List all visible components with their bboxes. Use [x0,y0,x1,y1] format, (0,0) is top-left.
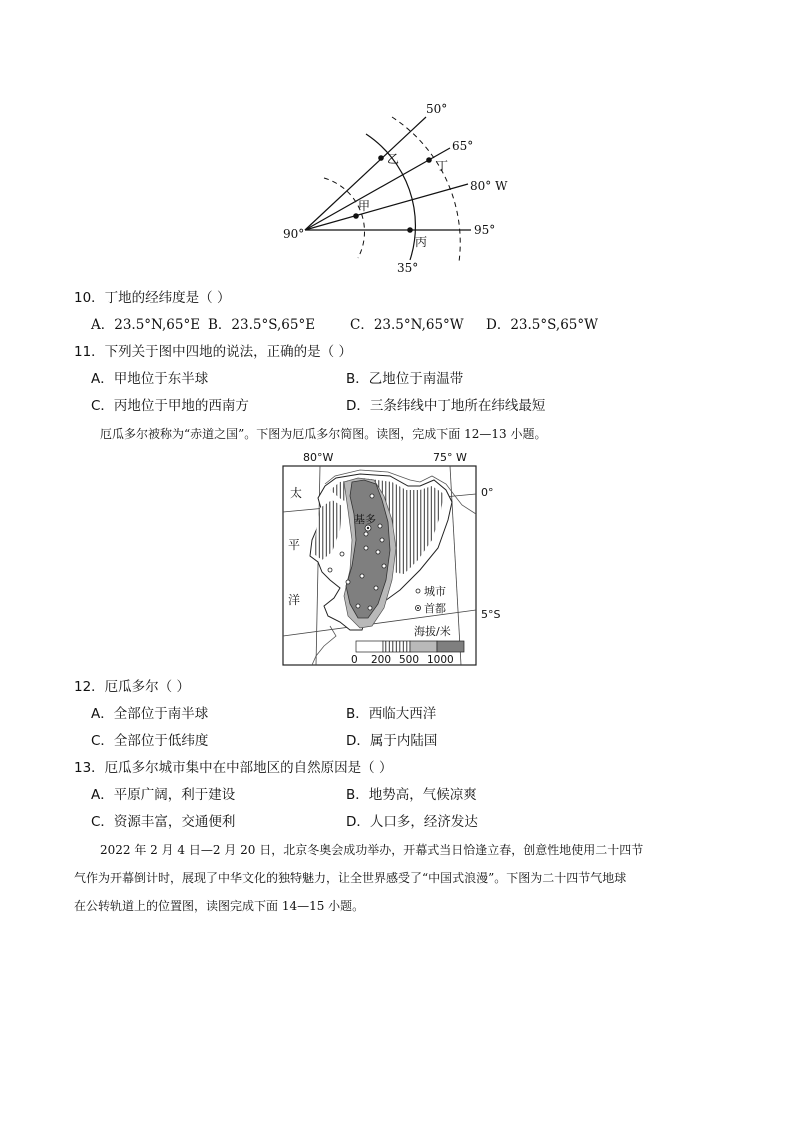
city [340,552,344,556]
q13-option-b[interactable]: B．地势高，气候凉爽 [346,787,477,803]
city [376,550,380,554]
q11-stem: 11．下列关于图中四地的说法，正确的是（ ） [74,344,352,360]
capital-marker-dot [367,527,369,529]
q13-option-a[interactable]: A．平原广阔，利于建设 [91,787,236,803]
legend-city-symbol [416,589,420,593]
q12-option-c[interactable]: C．全部位于低纬度 [91,733,209,749]
label-bing: 丙 [415,235,428,249]
label-lon-95: 95° [474,223,496,237]
point-bing [407,227,413,233]
city [356,604,360,608]
legend-city-label: 城市 [424,585,446,598]
ecuador-map [280,446,501,668]
legend-tick-0: 0 [351,654,358,666]
label-lon-50: 50° [426,102,448,116]
city [360,574,364,578]
q12-stem: 12．厄瓜多尔（ ） [74,679,190,695]
label-lat-35: 35° [397,261,419,275]
legend-tick-500: 500 [399,654,420,666]
passage-olympics-line-3: 在公转轨道上的位置图，读图完成下面 14—15 小题。 [74,899,365,913]
q13-option-d[interactable]: D．人口多，经济发达 [346,814,478,830]
city [374,586,378,590]
city [380,538,384,542]
label-jia: 甲 [358,199,371,213]
city [382,564,386,568]
legend-elevation-title: 海拔/米 [414,625,451,638]
q11-option-a[interactable]: A．甲地位于东半球 [91,371,209,387]
q10-option-c[interactable]: C．23.5°N,65°W [350,317,464,333]
q10-stem: 10．丁地的经纬度是（ ） [74,290,231,306]
q10-option-a[interactable]: A．23.5°N,65°E [91,317,201,333]
label-ocean-yang: 洋 [288,593,301,607]
point-jia [353,213,359,219]
city [370,494,374,498]
city [346,580,350,584]
legend-tick-200: 200 [371,654,392,666]
point-ding [426,157,432,163]
label-ocean-tai: 太 [290,486,303,500]
legend-band-above-1000 [437,641,464,652]
label-80w: 80°W [303,451,334,464]
label-lon-65: 65° [452,139,474,153]
legend-capital-label: 首都 [424,602,446,615]
legend-band-0-200 [356,641,383,652]
city [378,524,382,528]
label-ocean-ping: 平 [288,538,301,552]
q13-stem: 13．厄瓜多尔城市集中在中部地区的自然原因是（ ） [74,760,393,776]
city [364,546,368,550]
point-yi [378,155,384,161]
q10-option-b[interactable]: B．23.5°S,65°E [208,317,316,333]
label-5s: 5°S [481,608,501,621]
q11-option-d[interactable]: D．三条纬线中丁地所在纬线最短 [346,398,546,414]
legend-band-500-1000 [410,641,437,652]
label-pole-90: 90° [283,227,305,241]
label-capital-quito: 基多 [354,513,376,526]
q12-option-b[interactable]: B．西临大西洋 [346,706,437,722]
label-ding: 丁 [436,159,449,173]
city [364,532,368,536]
legend-tick-1000: 1000 [427,654,454,666]
label-yi: 乙 [387,152,400,166]
q13-option-c[interactable]: C．资源丰富，交通便利 [91,814,236,830]
passage-olympics-line-1: 2022 年 2 月 4 日—2 月 20 日，北京冬奥会成功举办，开幕式当日恰逢立春，创意性地使用二十四节 [100,843,644,857]
inner-dashed-latitude [324,178,365,258]
city [368,606,372,610]
label-75w: 75° W [433,451,467,464]
legend-band-200-500 [383,641,410,652]
label-equator: 0° [481,486,494,499]
passage-ecuador: 厄瓜多尔被称为“赤道之国”。下图为厄瓜多尔简图。读图，完成下面 12—13 小题。 [100,427,547,441]
polar-diagram [260,95,520,280]
q12-option-d[interactable]: D．属于内陆国 [346,733,438,749]
passage-olympics-line-2: 气作为开幕倒计时，展现了中华文化的独特魅力，让全世界感受了“中国式浪漫”。下图为二十四节气地球 [74,871,627,885]
q10-option-d[interactable]: D．23.5°S,65°W [486,317,598,333]
q12-option-a[interactable]: A．全部位于南半球 [91,706,209,722]
label-lon-80w: 80° W [470,179,508,193]
legend-capital-dot [417,607,419,609]
q11-option-b[interactable]: B．乙地位于南温带 [346,371,464,387]
q11-option-c[interactable]: C．丙地位于甲地的西南方 [91,398,249,414]
city [328,568,332,572]
